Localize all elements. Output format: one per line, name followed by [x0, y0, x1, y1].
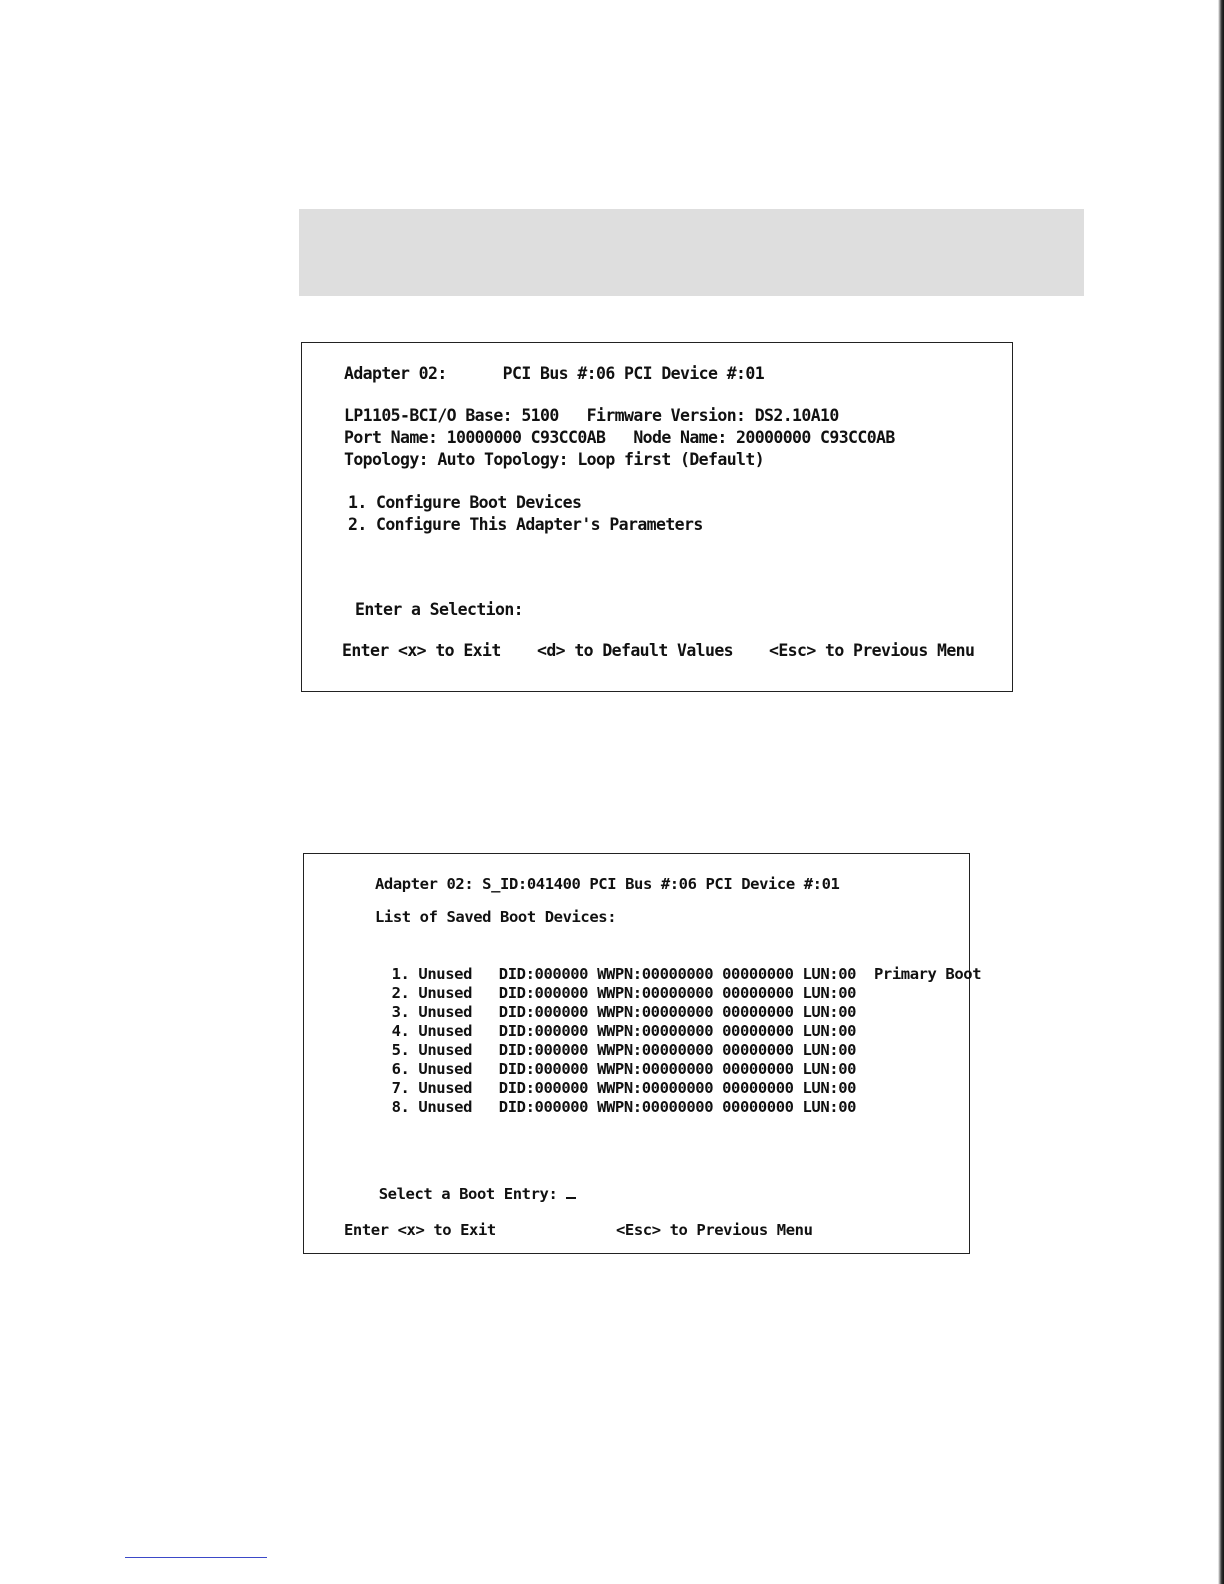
adapter-menu-screen: [301, 342, 1013, 692]
exit-hint: Enter <x> to Exit: [342, 641, 501, 660]
entry-note: Primary Boot: [873, 965, 982, 983]
default-values-hint: <d> to Default Values: [537, 641, 734, 660]
adapter-header: Adapter 02: PCI Bus #:06 PCI Device #:01: [344, 364, 765, 383]
entry-number: 3.: [391, 1003, 410, 1021]
boot-entry-row[interactable]: [338, 1077, 856, 1137]
boot-list-title: List of Saved Boot Devices:: [375, 908, 617, 926]
entry-wwpn: WWPN:00000000 00000000: [597, 1098, 794, 1116]
entry-status: Unused: [418, 1041, 472, 1059]
adapter-info-io-firmware: LP1105-BCI/O Base: 5100 Firmware Version: DS2.10A10: [344, 406, 839, 425]
entry-lun: LUN:00: [802, 984, 857, 1002]
entry-wwpn: WWPN:00000000 00000000: [597, 1022, 794, 1040]
entry-status: Unused: [418, 1022, 472, 1040]
entry-lun: LUN:00: [802, 1098, 857, 1116]
entry-wwpn: WWPN:00000000 00000000: [597, 1060, 794, 1078]
exit-hint: Enter <x> to Exit: [344, 1221, 496, 1239]
entry-did: DID:000000: [498, 1060, 589, 1078]
entry-number: 8.: [391, 1098, 410, 1116]
entry-wwpn: WWPN:00000000 00000000: [597, 1079, 794, 1097]
entry-wwpn: WWPN:00000000 00000000: [597, 984, 794, 1002]
boot-entry-prompt-line[interactable]: [343, 1163, 576, 1224]
menu-item-configure-adapter-parameters[interactable]: 2. Configure This Adapter's Parameters: [348, 515, 703, 534]
entry-status: Unused: [418, 1079, 472, 1097]
entry-lun: LUN:00: [802, 1022, 857, 1040]
adapter-info-topology: Topology: Auto Topology: Loop first (Default): [344, 450, 765, 469]
previous-menu-hint: <Esc> to Previous Menu: [616, 1221, 813, 1239]
entry-did: DID:000000: [498, 984, 589, 1002]
entry-wwpn: WWPN:00000000 00000000: [597, 1003, 794, 1021]
menu-item-configure-boot-devices[interactable]: 1. Configure Boot Devices: [348, 493, 582, 512]
entry-status: Unused: [418, 984, 472, 1002]
entry-lun: LUN:00: [802, 1003, 857, 1021]
text-cursor: [566, 1183, 576, 1199]
entry-did: DID:000000: [498, 1098, 589, 1116]
footer-rule: [125, 1557, 267, 1558]
entry-number: 7.: [391, 1079, 410, 1097]
entry-wwpn: WWPN:00000000 00000000: [597, 1041, 794, 1059]
previous-menu-hint: <Esc> to Previous Menu: [769, 641, 975, 660]
entry-status: Unused: [418, 1060, 472, 1078]
entry-lun: LUN:00: [802, 1060, 857, 1078]
entry-status: Unused: [418, 1098, 472, 1116]
selection-prompt[interactable]: Enter a Selection:: [355, 600, 524, 619]
entry-did: DID:000000: [498, 965, 589, 983]
entry-did: DID:000000: [498, 1022, 589, 1040]
adapter-info-port-node: Port Name: 10000000 C93CC0AB Node Name: 20000000 C93CC0AB: [344, 428, 895, 447]
boot-entry-prompt: Select a Boot Entry:: [378, 1185, 558, 1203]
entry-number: 4.: [391, 1022, 410, 1040]
entry-did: DID:000000: [498, 1003, 589, 1021]
entry-lun: LUN:00: [802, 1079, 857, 1097]
entry-status: Unused: [418, 965, 472, 983]
boot-devices-screen: [303, 853, 982, 1254]
page-edge-shadow: [1218, 0, 1224, 1584]
entry-number: 5.: [391, 1041, 410, 1059]
entry-number: 1.: [391, 965, 410, 983]
entry-number: 2.: [391, 984, 410, 1002]
entry-lun: LUN:00: [802, 1041, 857, 1059]
boot-adapter-header: Adapter 02: S_ID:041400 PCI Bus #:06 PCI Device #:01: [375, 875, 840, 893]
entry-lun: LUN:00: [802, 965, 857, 983]
entry-did: DID:000000: [498, 1041, 589, 1059]
entry-status: Unused: [418, 1003, 472, 1021]
entry-number: 6.: [391, 1060, 410, 1078]
entry-did: DID:000000: [498, 1079, 589, 1097]
entry-wwpn: WWPN:00000000 00000000: [597, 965, 794, 983]
gray-banner: [299, 209, 1084, 296]
